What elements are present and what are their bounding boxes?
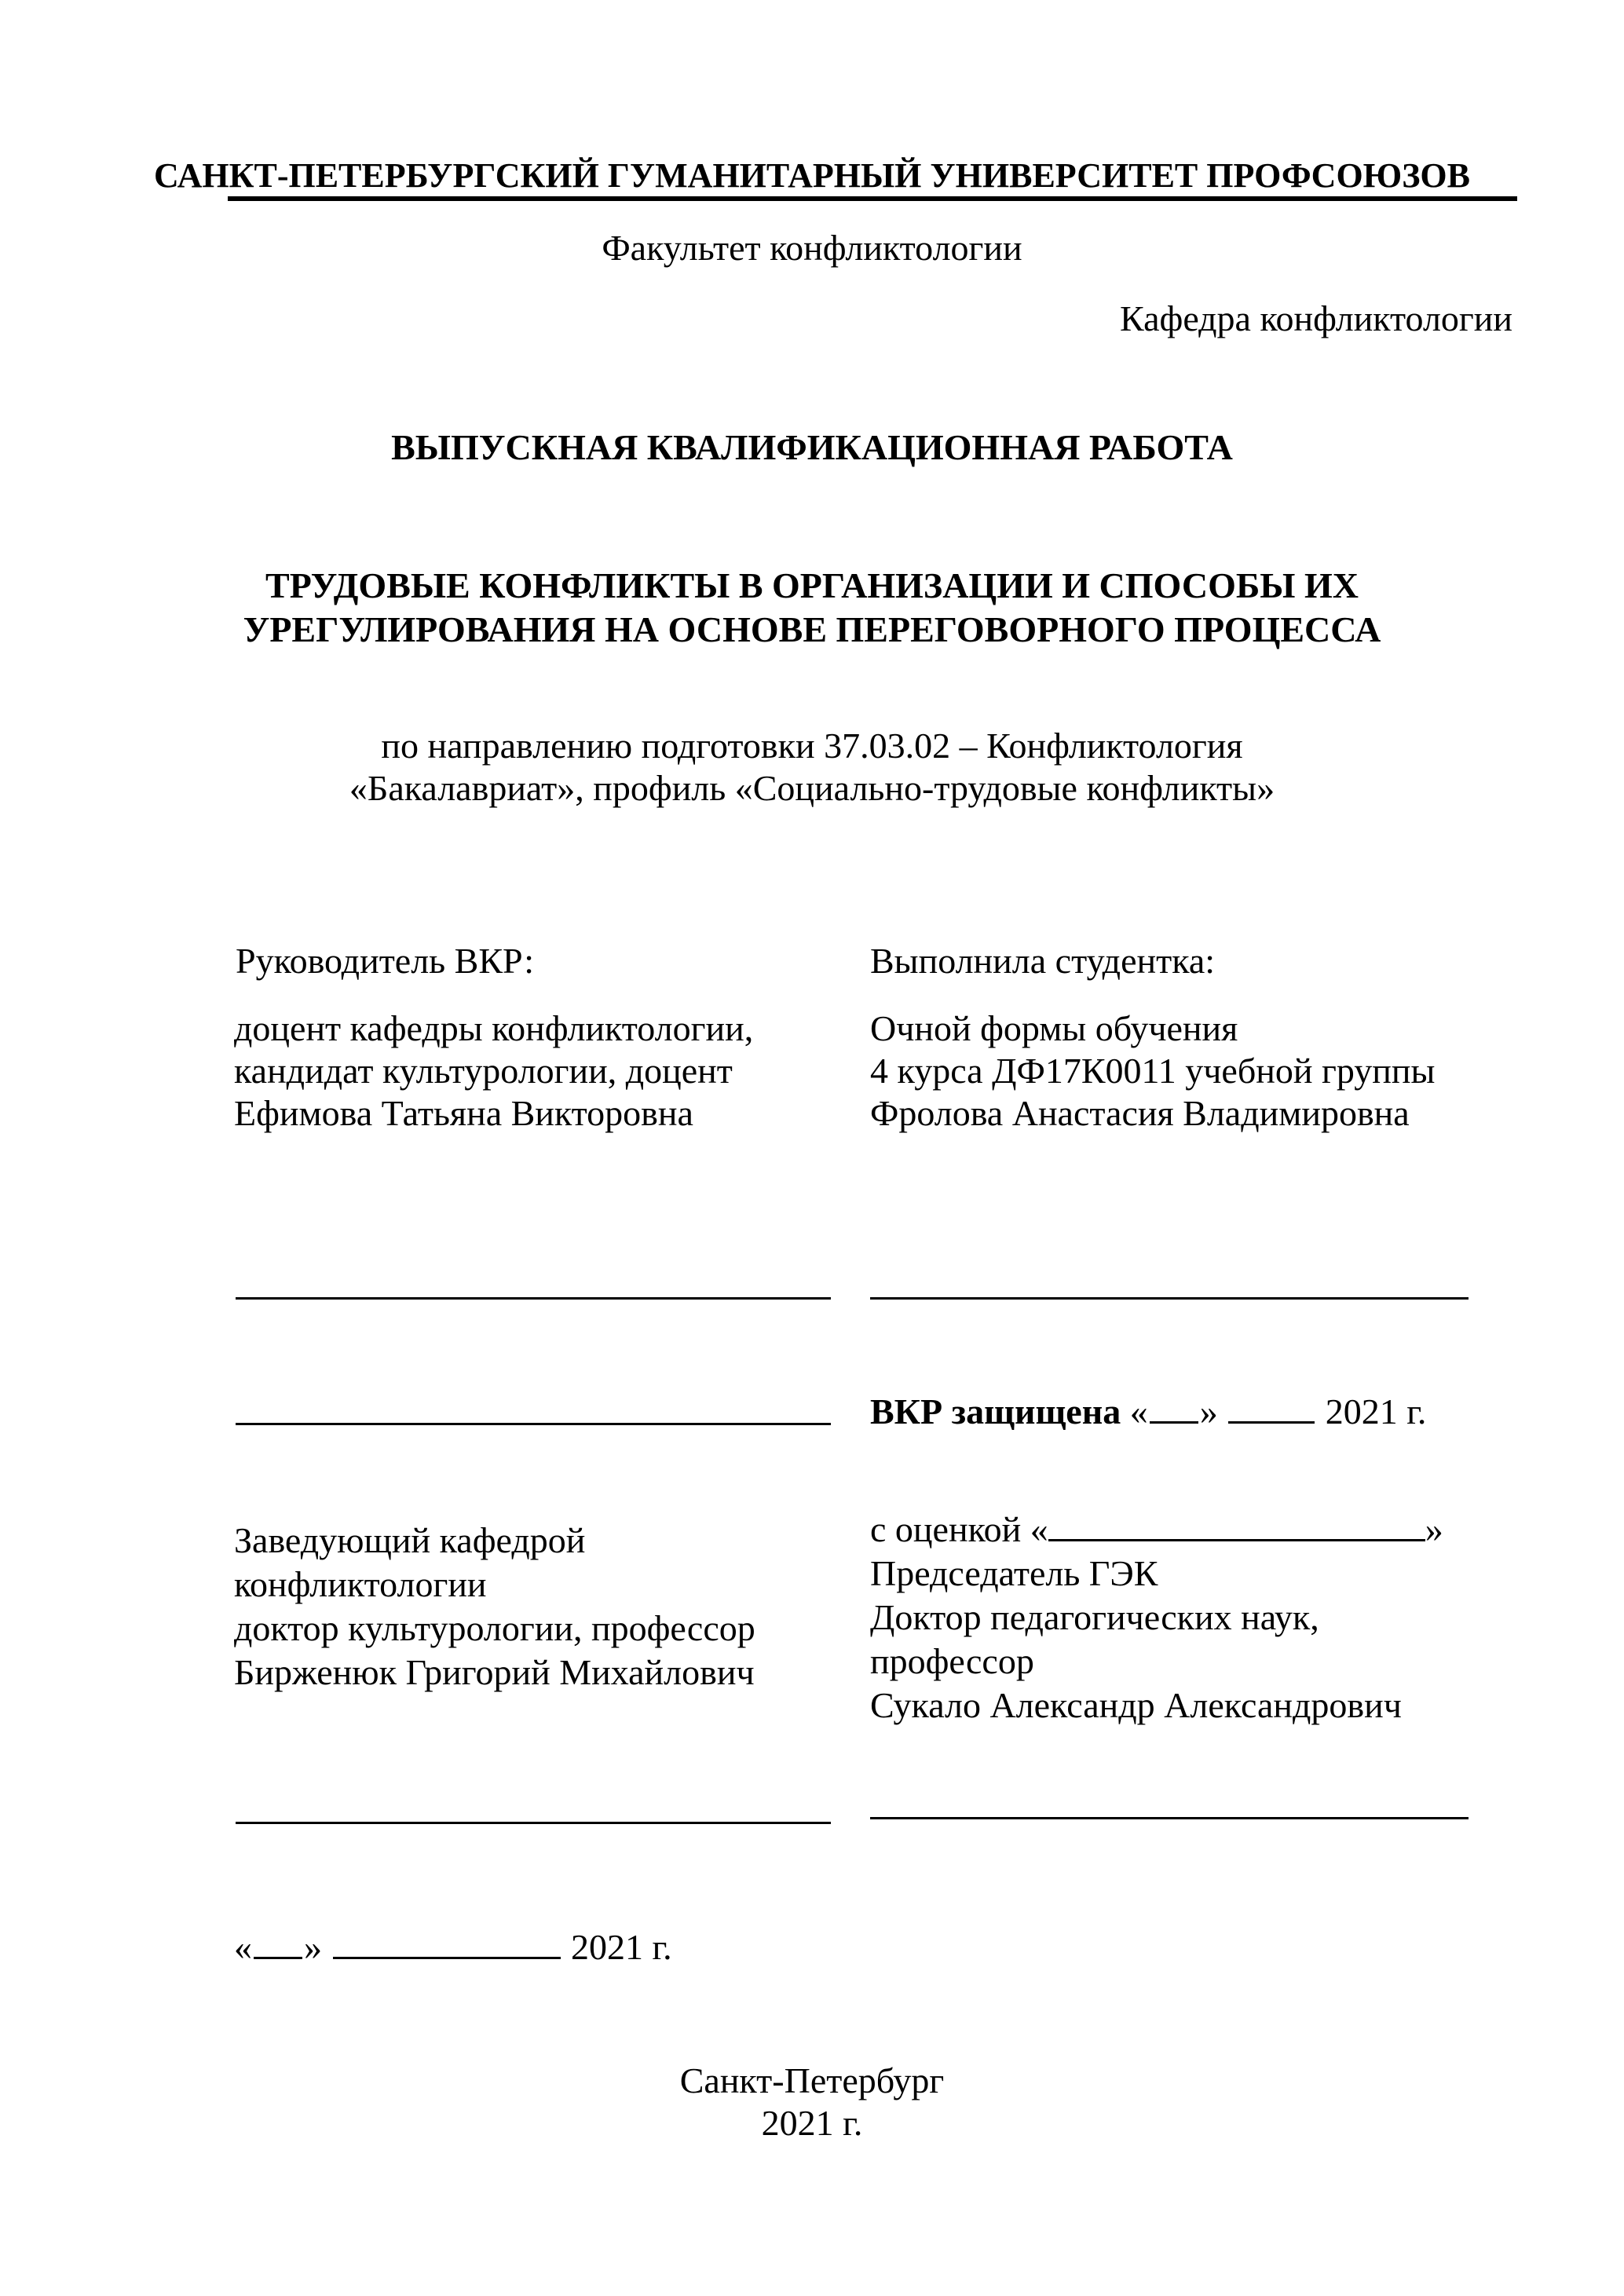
date-open-quote: « <box>234 1927 252 1967</box>
chair-name: Сукало Александр Александрович <box>870 1685 1402 1725</box>
defense-day-field[interactable] <box>1150 1391 1198 1424</box>
chair-position: Председатель ГЭК <box>870 1553 1158 1593</box>
thesis-title-line-1: ТРУДОВЫЕ КОНФЛИКТЫ В ОРГАНИЗАЦИИ И СПОСОБЫ ИХ <box>265 565 1359 605</box>
student-study-form: Очной формы обучения <box>870 1008 1238 1048</box>
date-day-field[interactable] <box>254 1927 302 1959</box>
university-name: САНКТ-ПЕТЕРБУРГСКИЙ ГУМАНИТАРНЫЙ УНИВЕРСИТЕТ ПРОФСОЮЗОВ <box>153 156 1471 195</box>
grade-field[interactable] <box>1048 1509 1425 1541</box>
grade-statement <box>870 1508 1443 1552</box>
chair-signature-line[interactable] <box>870 1817 1469 1819</box>
head-degree: доктор культурологии, профессор <box>234 1608 755 1648</box>
student-label: Выполнила студентка: <box>870 941 1216 981</box>
footer-year: 2021 г. <box>761 2103 863 2143</box>
work-type-heading: ВЫПУСКНАЯ КВАЛИФИКАЦИОННАЯ РАБОТА <box>391 427 1233 467</box>
grade-prefix: с оценкой « <box>870 1509 1048 1549</box>
student-group: 4 курса ДФ17К0011 учебной группы <box>870 1051 1436 1091</box>
defense-year: 2021 г. <box>1325 1391 1427 1431</box>
defense-open-quote: « <box>1129 1391 1148 1431</box>
header-rule <box>228 196 1517 201</box>
head-department: конфликтологии <box>234 1564 487 1604</box>
head-position: Заведующий кафедрой <box>234 1520 586 1560</box>
supervisor-review-line[interactable] <box>236 1423 831 1425</box>
supervisor-label: Руководитель ВКР: <box>236 941 535 981</box>
supervisor-degree: кандидат культурологии, доцент <box>234 1051 733 1091</box>
chair-degree: Доктор педагогических наук, <box>870 1597 1319 1637</box>
supervisor-position: доцент кафедры конфликтологии, <box>234 1008 754 1048</box>
date-year: 2021 г. <box>571 1927 672 1967</box>
supervisor-name: Ефимова Татьяна Викторовна <box>234 1093 693 1133</box>
defense-close-quote: » <box>1199 1391 1218 1431</box>
student-name: Фролова Анастасия Владимировна <box>870 1093 1410 1133</box>
grade-suffix: » <box>1425 1509 1443 1549</box>
defense-label: ВКР защищена <box>870 1391 1121 1431</box>
faculty-name: Факультет конфликтологии <box>602 228 1022 268</box>
head-name: Бирженюк Григорий Михайлович <box>234 1652 755 1692</box>
date-close-quote: » <box>304 1927 322 1967</box>
supervisor-signature-line[interactable] <box>236 1297 831 1300</box>
chair-title: профессор <box>870 1641 1034 1681</box>
program-line-2: «Бакалавриат», профиль «Социально-трудовые конфликты» <box>349 768 1275 808</box>
defense-month-field[interactable] <box>1228 1391 1315 1424</box>
footer-city: Санкт-Петербург <box>679 2060 945 2100</box>
defense-statement <box>870 1390 1426 1434</box>
date-line <box>234 1925 672 1969</box>
student-signature-line[interactable] <box>870 1297 1469 1300</box>
head-signature-line[interactable] <box>236 1822 831 1824</box>
program-line-1: по направлению подготовки 37.03.02 – Конфликтология <box>381 726 1243 766</box>
thesis-title-line-2: УРЕГУЛИРОВАНИЯ НА ОСНОВЕ ПЕРЕГОВОРНОГО ПРОЦЕССА <box>243 609 1381 649</box>
department-name: Кафедра конфликтологии <box>1120 298 1512 338</box>
date-month-field[interactable] <box>333 1927 561 1959</box>
